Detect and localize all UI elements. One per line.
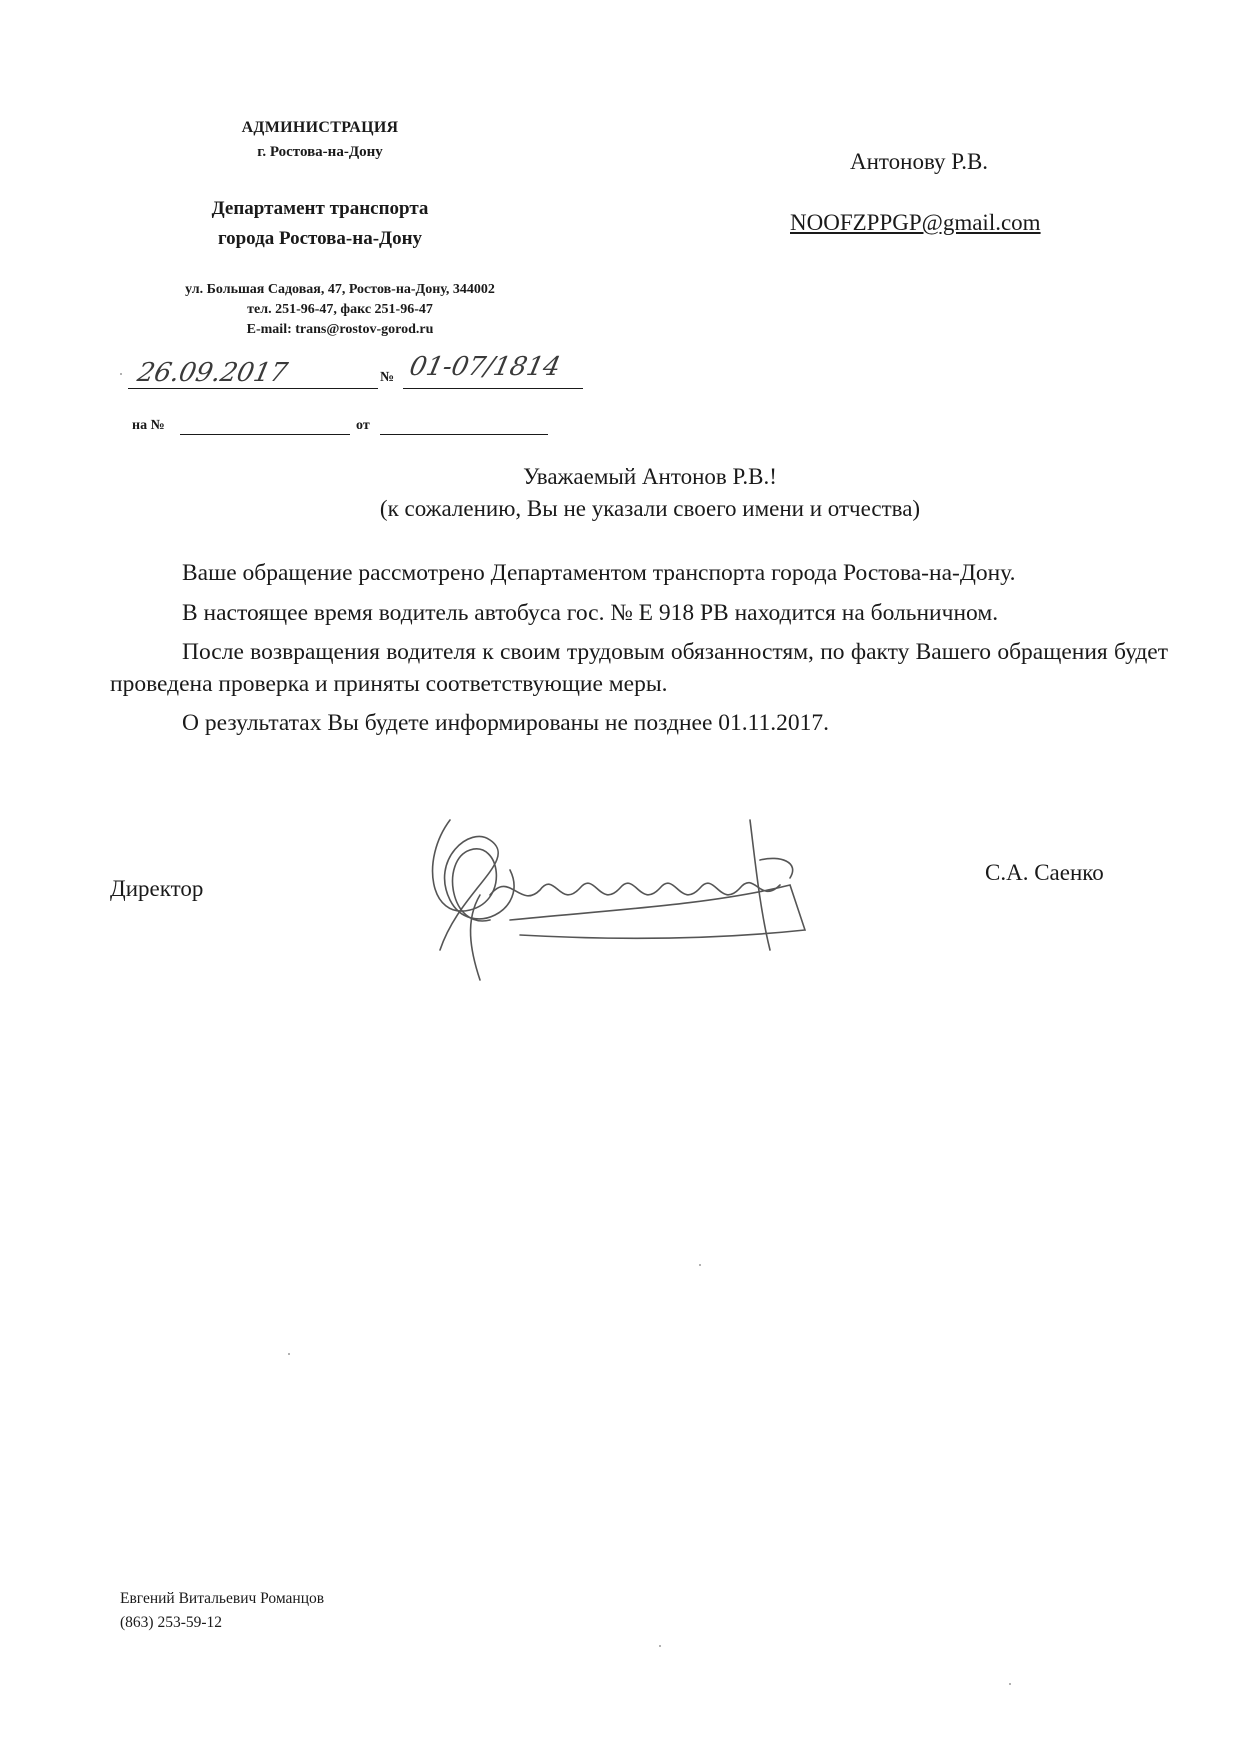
registration-ref-row: [128, 416, 588, 446]
handwritten-signature: [410, 800, 910, 1000]
date-underline: [128, 388, 378, 389]
signatory-role: Директор: [110, 876, 204, 901]
scan-speck: [120, 373, 122, 375]
salutation-greeting: Уважаемый Антонов Р.В.!: [523, 464, 777, 489]
number-label: №: [380, 370, 395, 385]
registration-number: 01-07/1814: [406, 352, 564, 382]
recipient-email: NOOFZPPGP@gmail.com: [790, 210, 1041, 235]
ref-date-underline: [380, 434, 548, 435]
letterhead-contacts: [110, 280, 570, 340]
scan-speck: [288, 1353, 290, 1355]
ref-label: на №: [132, 418, 165, 433]
letter-body: [110, 558, 1168, 740]
executor-name: Евгений Витальевич Романцов: [120, 1590, 325, 1607]
letterhead-city: г. Ростова-на-Дону: [257, 144, 383, 160]
executor-phone: (863) 253-59-12: [120, 1614, 223, 1631]
letterhead-organization: АДМИНИСТРАЦИЯ: [241, 119, 399, 136]
ref-from-label: от: [356, 418, 370, 433]
executor-block: [120, 1587, 324, 1635]
body-paragraph-2: В настоящее время водитель автобуса гос. № Е 918 РВ находится на больничном.: [182, 599, 999, 626]
letterhead-address: ул. Большая Садовая, 47, Ростов-на-Дону, 344002: [185, 282, 495, 297]
body-paragraph-4: О результатах Вы будете информированы не позднее 01.11.2017.: [182, 710, 830, 736]
scan-speck: [699, 1264, 701, 1266]
body-paragraph-3: После возвращения водителя к своим трудовым обязанностям, по факту Вашего обращения будет проведена проверка и приняты соответствующие меры.: [110, 639, 1168, 697]
scan-speck: [659, 1645, 661, 1647]
letterhead-department: [140, 194, 500, 254]
ref-number-underline: [180, 434, 350, 435]
department-line-2: города Ростова-на-Дону: [217, 228, 423, 249]
scan-speck: [1009, 1683, 1011, 1685]
registration-date-row: [128, 352, 588, 396]
letterhead-phone: тел. 251-96-47, факс 251-96-47: [247, 302, 433, 317]
recipient-name: Антонову Р.В.: [850, 149, 989, 174]
registration-date: 26.09.2017: [134, 358, 291, 388]
department-line-1: Департамент транспорта: [211, 198, 429, 219]
salutation-note: (к сожалению, Вы не указали своего имени и отчества): [379, 496, 921, 521]
body-paragraph-1: Ваше обращение рассмотрено Департаментом транспорта города Ростова-на-Дону.: [182, 560, 1016, 586]
number-underline: [403, 388, 583, 389]
signatory-name: С.А. Саенко: [985, 860, 1104, 885]
letterhead-email: E-mail: trans@rostov-gorod.ru: [246, 322, 434, 337]
